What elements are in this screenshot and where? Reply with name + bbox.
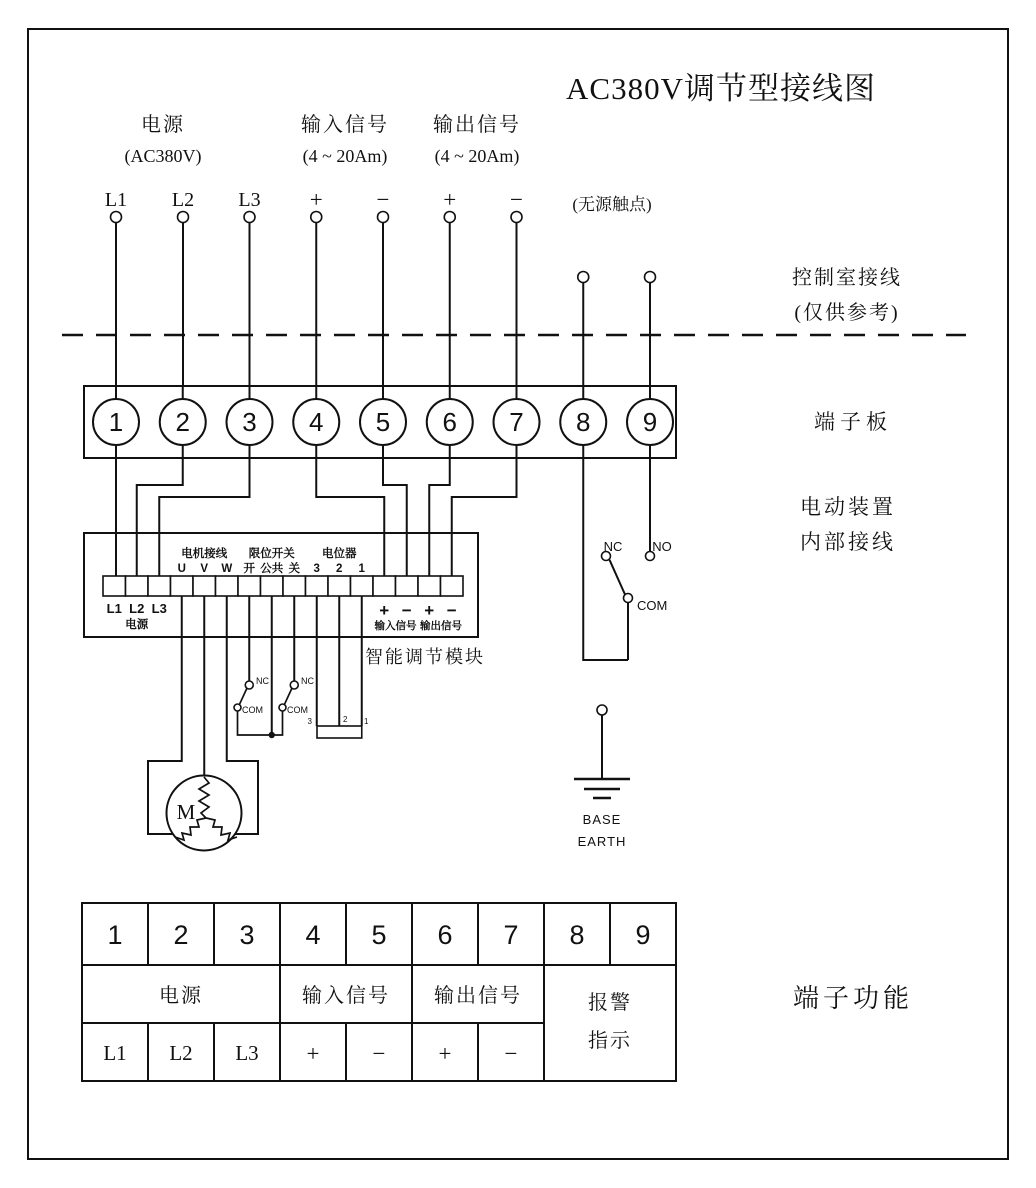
limit-switch-com-label: COM	[242, 705, 263, 715]
limit-switch-nc-label: NC	[256, 676, 269, 686]
module-pin-common: 公共	[260, 563, 284, 575]
terminal-name-l3: L3	[238, 189, 261, 211]
earth-symbol	[574, 705, 630, 849]
module-pin-3: 3	[313, 563, 320, 575]
top-terminal-names	[105, 187, 523, 212]
table-terminal-name: −	[372, 1041, 386, 1066]
table-terminal-number: 8	[569, 920, 585, 950]
terminal-circle	[444, 212, 455, 223]
table-function-alarm-1: 报警	[588, 992, 632, 1014]
module-pin-u: U	[177, 563, 186, 575]
table-function-input: 输入信号	[302, 985, 390, 1007]
module-pin-v: V	[200, 563, 209, 575]
terminal-circle	[378, 212, 389, 223]
table-terminal-number: 5	[371, 920, 387, 950]
module-pin-2: 2	[336, 563, 343, 575]
control-room-note-1: 控制室接线	[792, 267, 902, 289]
module-pin-1: 1	[358, 563, 365, 575]
dry-contact-label: (无源触点)	[572, 195, 652, 214]
limit-switch-com-contact	[234, 704, 241, 711]
board-number: 1	[108, 407, 124, 437]
table-terminal-name: L2	[169, 1041, 193, 1065]
table-terminal-number: 2	[173, 920, 189, 950]
pot-pin-1: 1	[364, 717, 369, 726]
terminal-circle	[111, 212, 122, 223]
motor-label: M	[176, 800, 196, 824]
pot-pin-3: 3	[307, 717, 312, 726]
terminal-function-table	[82, 903, 676, 1081]
module-group-motor: 电机接线	[181, 548, 228, 560]
alarm-com-contact	[624, 594, 633, 603]
motor-winding-top	[199, 777, 209, 818]
module-power-label: 电源	[125, 619, 149, 631]
input-signal-label: 输入信号	[301, 114, 389, 136]
board-number: 9	[642, 407, 658, 437]
output-signal-label: 输出信号	[433, 114, 521, 136]
terminal-name-plus2: +	[443, 187, 457, 212]
terminal-name-minus2: −	[510, 187, 523, 212]
power-label: 电源	[141, 114, 185, 136]
terminal-circle	[178, 212, 189, 223]
device-note-2: 内部接线	[800, 530, 896, 554]
control-room-note-2: (仅供参考)	[794, 302, 900, 324]
module-pin-l3: L3	[151, 601, 167, 616]
board-number: 5	[375, 407, 391, 437]
output-signal-sub: (4 ~ 20Am)	[434, 146, 520, 166]
terminal-circle	[511, 212, 522, 223]
module-pin-close: 关	[288, 563, 300, 575]
motor	[167, 776, 242, 851]
board-number: 8	[576, 407, 591, 437]
limit-switch-nc-contact	[245, 681, 253, 689]
module-group-pot: 电位器	[322, 548, 357, 560]
board-to-module-wires	[116, 458, 517, 576]
module-pin-l1: L1	[106, 601, 122, 616]
earth-label-earth: EARTH	[577, 834, 627, 849]
earth-label-base: BASE	[582, 812, 622, 827]
limit-switch-nc-contact	[290, 681, 298, 689]
diagram-title: AC380V调节型接线图	[566, 71, 876, 106]
pot-pin-2: 2	[343, 715, 348, 724]
module-pin-plus2: +	[424, 601, 435, 620]
module-output-signal-label: 输出信号	[420, 620, 462, 632]
terminal-board	[84, 386, 676, 458]
table-terminal-name: L1	[103, 1041, 127, 1065]
potentiometer-body	[317, 726, 362, 738]
limit-switches	[234, 676, 314, 738]
potentiometer	[308, 596, 369, 738]
terminal-name-plus1: +	[309, 187, 323, 212]
table-terminal-name: +	[306, 1041, 320, 1066]
module-name-label: 智能调节模块	[365, 647, 485, 667]
table-function-power: 电源	[159, 985, 203, 1007]
control-module	[84, 533, 485, 667]
alarm-nc-label: NC	[603, 539, 623, 554]
terminal-circle	[311, 212, 322, 223]
module-input-signal-label: 输入信号	[374, 620, 417, 632]
terminal-circle	[244, 212, 255, 223]
terminal-name-l1: L1	[104, 189, 128, 211]
board-number: 2	[175, 407, 190, 437]
module-pin-open: 开	[243, 563, 255, 575]
module-pin-plus1: +	[379, 601, 390, 620]
alarm-switch-arm	[610, 560, 626, 595]
board-number: 4	[309, 407, 324, 437]
earth-terminal-circle	[597, 705, 607, 715]
limit-switch-com-label: COM	[287, 705, 308, 715]
alarm-com-label: COM	[637, 598, 668, 613]
terminal-board-note: 端子板	[814, 410, 892, 434]
module-pin-minus1: −	[401, 601, 412, 620]
table-terminal-name: −	[504, 1041, 518, 1066]
limit-switch-com-contact	[279, 704, 286, 711]
terminal-name-l2: L2	[171, 189, 195, 211]
module-terminal-strip	[103, 576, 463, 596]
input-signal-sub: (4 ~ 20Am)	[302, 146, 388, 166]
device-note-1: 电动装置	[800, 495, 896, 519]
table-terminal-name: L3	[235, 1041, 259, 1065]
table-terminal-number: 4	[305, 920, 321, 950]
power-sub-label: (AC380V)	[124, 146, 202, 166]
terminal-circle	[578, 272, 589, 283]
table-function-output: 输出信号	[434, 985, 522, 1007]
limit-switch-arm	[240, 689, 247, 705]
table-terminal-number: 9	[635, 920, 651, 950]
terminal-function-note: 端子功能	[792, 984, 914, 1013]
table-terminal-number: 1	[107, 920, 123, 950]
board-number: 7	[509, 407, 524, 437]
table-terminal-number: 6	[437, 920, 453, 950]
table-terminal-name: +	[438, 1041, 452, 1066]
table-function-alarm-2: 指示	[588, 1030, 632, 1052]
limit-switch-nc-label: NC	[301, 676, 314, 686]
module-group-limit: 限位开关	[248, 548, 295, 560]
table-terminal-number: 3	[239, 920, 255, 950]
table-terminal-number: 7	[503, 920, 519, 950]
junction-dot	[269, 732, 275, 738]
module-pin-w: W	[221, 563, 233, 575]
top-terminal-stems	[111, 212, 656, 387]
terminal-circle	[645, 272, 656, 283]
module-pin-l2: L2	[129, 601, 145, 616]
module-pin-minus2: −	[446, 601, 457, 620]
limit-switch-arm	[285, 689, 292, 705]
terminal-name-minus1: −	[376, 187, 390, 212]
board-number: 3	[242, 407, 257, 437]
alarm-switch	[583, 458, 672, 660]
board-number: 6	[442, 407, 457, 437]
alarm-no-label: NO	[652, 539, 672, 554]
